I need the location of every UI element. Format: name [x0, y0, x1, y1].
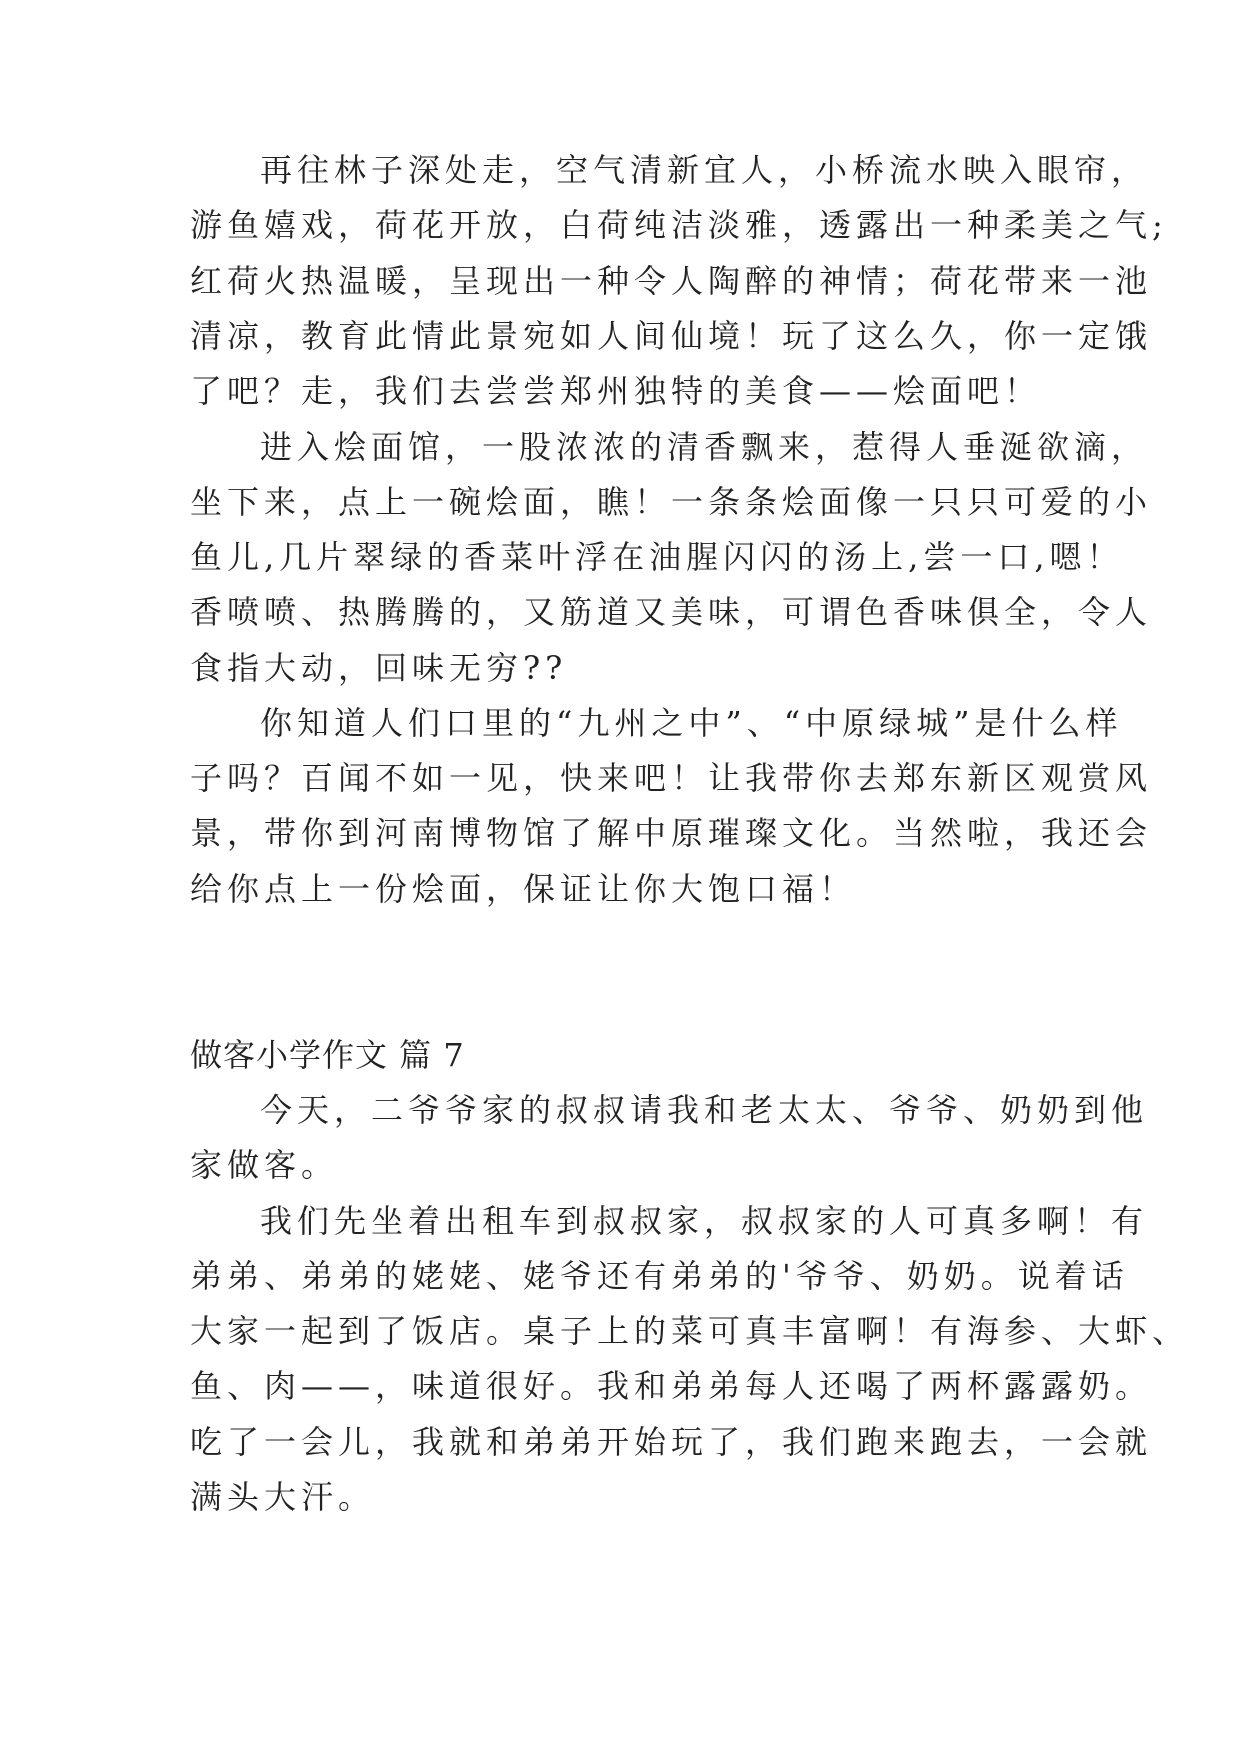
paragraph-2-line-4: 香喷喷、热腾腾的，又筋道又美味，可谓色香味俱全，令人: [190, 593, 1153, 631]
section-heading: 做客小学作文 篇 7: [190, 1036, 465, 1074]
paragraph-3-line-1: 你知道人们口里的“九州之中”、“中原绿城”是什么样: [260, 704, 1123, 742]
paragraph-1-line-1: 再往林子深处走，空气清新宜人，小桥流水映入眼帘，: [260, 151, 1149, 189]
paragraph-3-line-2: 子吗？百闻不如一见，快来吧！让我带你去郑东新区观赏风: [190, 759, 1153, 797]
paragraph-2-line-3: 鱼儿,几片翠绿的香菜叶浮在油腥闪闪的汤上,尝一口,嗯！: [190, 538, 1124, 576]
paragraph-1-line-3: 红荷火热温暖，呈现出一种令人陶醉的神情；荷花带来一池: [190, 262, 1153, 300]
paragraph-2-line-2: 坐下来，点上一碗烩面，瞧！一条条烩面像一只只可爱的小: [190, 483, 1153, 521]
paragraph-1-line-4: 清凉，教育此情此景宛如人间仙境！玩了这么久，你一定饿: [190, 317, 1153, 355]
paragraph-1-line-5: 了吧？走，我们去尝尝郑州独特的美食——烩面吧！: [190, 372, 1042, 410]
paragraph-2-line-5: 食指大动，回味无穷??: [190, 649, 568, 687]
section-paragraph-2-line-4: 鱼、肉——，味道很好。我和弟弟每人还喝了两杯露露奶。: [190, 1367, 1153, 1405]
section-paragraph-2-line-2: 弟弟、弟弟的姥姥、姥爷还有弟弟的'爷爷、奶奶。说着话: [190, 1257, 1129, 1295]
section-paragraph-2-line-6: 满头大汗。: [190, 1478, 376, 1516]
section-paragraph-2-line-3: 大家一起到了饭店。桌子上的菜可真丰富啊！有海参、大虾、: [190, 1312, 1190, 1350]
paragraph-1-line-2: 游鱼嬉戏，荷花开放，白荷纯洁淡雅，透露出一种柔美之气;: [190, 206, 1168, 244]
section-paragraph-1-line-1: 今天，二爷爷家的叔叔请我和老太太、爷爷、奶奶到他: [260, 1091, 1149, 1129]
paragraph-3-line-3: 景，带你到河南博物馆了解中原璀璨文化。当然啦，我还会: [190, 814, 1153, 852]
section-paragraph-1-line-2: 家做客。: [190, 1146, 339, 1184]
paragraph-2-line-1: 进入烩面馆，一股浓浓的清香飘来，惹得人垂涎欲滴，: [260, 428, 1149, 466]
section-paragraph-2-line-5: 吃了一会儿，我就和弟弟开始玩了，我们跑来跑去，一会就: [190, 1423, 1153, 1461]
section-paragraph-2-line-1: 我们先坐着出租车到叔叔家，叔叔家的人可真多啊！有: [260, 1202, 1149, 1240]
paragraph-3-line-4: 给你点上一份烩面，保证让你大饱口福！: [190, 870, 857, 908]
